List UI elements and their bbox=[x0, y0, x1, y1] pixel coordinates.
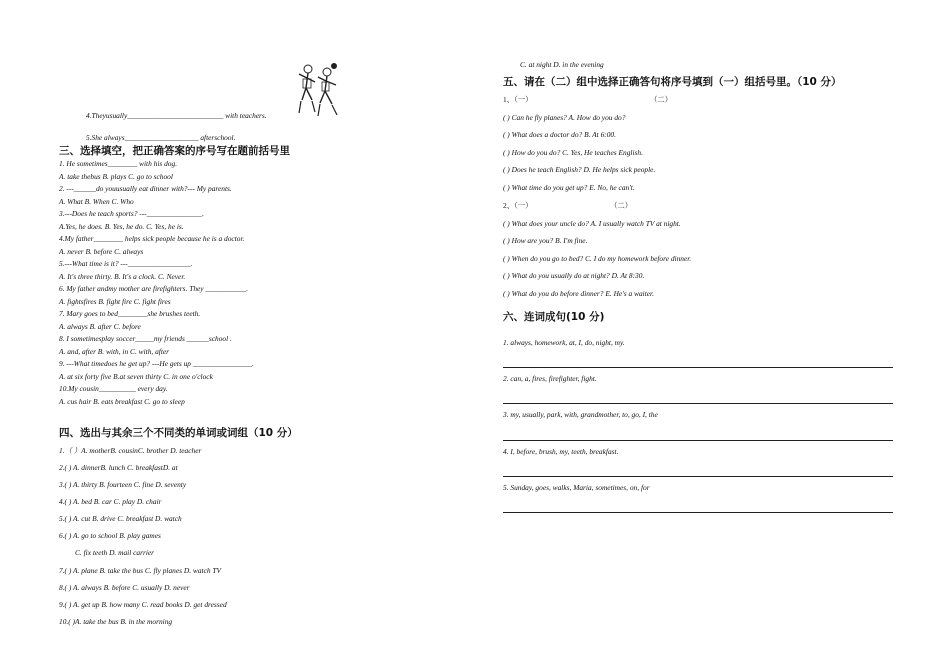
section3-line: A. It's three thirty. B. It's a clock. C. Never. bbox=[59, 271, 186, 281]
sentence-prompt: 3. my, usually, park, with, grandmother, to, go, I, the bbox=[503, 410, 658, 419]
sentence-prompt: 1. always, homework, at, I, do, night, my. bbox=[503, 338, 625, 347]
section4-line: 4.( ) A. bed B. car C. play D. chair bbox=[59, 497, 162, 506]
section3-line: A. never B. before C. always bbox=[59, 246, 144, 256]
section3-line: A. What B. When C. Who bbox=[59, 196, 134, 206]
section3-line: A. and, after B. with, in C. with, after bbox=[59, 346, 170, 356]
group1-label: 1、（一） bbox=[503, 95, 533, 104]
section3-line: 3.---Does he teach sports? ---_______________. bbox=[59, 209, 204, 218]
match-item: ( ) What does your uncle do? A. I usually watch TV at night. bbox=[503, 219, 681, 228]
section3-line: A. take thebus B. plays C. go to school bbox=[59, 171, 173, 181]
section3-line: 5.---What time is it? ---_________________. bbox=[59, 259, 193, 268]
answer-line[interactable] bbox=[503, 403, 893, 404]
answer-line[interactable] bbox=[503, 512, 893, 513]
section3-line: 7. Mary goes to bed________she brushes teeth. bbox=[59, 309, 201, 318]
football-players-clipart bbox=[296, 60, 342, 120]
section3-line: 6. My father andmy mother are firefighters. They ___________. bbox=[59, 284, 248, 293]
group2-label: 2、（一） bbox=[503, 201, 533, 210]
fill-line: 4.Theyusually__________________________ with teachers. bbox=[86, 111, 267, 120]
group2-label-right: （二） bbox=[610, 201, 633, 210]
section3-line: A.Yes, he does. B. Yes, he do. C. Yes, he is. bbox=[59, 221, 184, 231]
match-item: ( ) What does a doctor do? B. At 6:00. bbox=[503, 130, 616, 139]
section3-line: 9. ---What timedoes he get up? ---He gets up ________________. bbox=[59, 359, 254, 368]
match-item: ( ) How are you? B. I'm fine. bbox=[503, 236, 588, 245]
section4-line: 3.( ) A. thirty B. fourteen C. fine D. seventy bbox=[59, 480, 187, 489]
match-item: ( ) Does he teach English? D. He helps sick people. bbox=[503, 165, 656, 174]
section4-line: 2.( ) A. dinnerB. lunch C. breakfastD. at bbox=[59, 463, 178, 472]
section6-heading: 六、连词成句(10 分) bbox=[503, 311, 605, 323]
section4-line: 5.( ) A. cut B. drive C. breakfast D. watch bbox=[59, 514, 182, 523]
fill-line: 5.She always____________________ afterschool. bbox=[86, 133, 236, 142]
section4-line: 6.( ) A. go to school B. play games bbox=[59, 531, 161, 540]
continued-options: C. at night D. in the evening bbox=[520, 60, 604, 69]
sentence-prompt: 5. Sunday, goes, walks, Maria, sometimes, on, for bbox=[503, 483, 650, 492]
answer-line[interactable] bbox=[503, 440, 893, 441]
sentence-prompt: 2. can, a, fires, firefighter, fight. bbox=[503, 374, 597, 383]
answer-line[interactable] bbox=[503, 476, 893, 477]
match-item: ( ) What do you usually do at night? D. At 8:30. bbox=[503, 271, 645, 280]
section4-line: C. fix teeth D. mail carrier bbox=[75, 548, 155, 557]
section3-line: 10.My cousin__________ every day. bbox=[59, 384, 168, 393]
section3-line: 2. ---______do youusually eat dinner with?--- My parents. bbox=[59, 184, 232, 193]
section4-line: 9.( ) A. get up B. how many C. read books D. get dressed bbox=[59, 600, 227, 609]
section3-line: A. always B. after C. before bbox=[59, 321, 141, 331]
match-item: ( ) What do you do before dinner? E. He's a waiter. bbox=[503, 289, 654, 298]
sentence-prompt: 4. I, before, brush, my, teeth, breakfast. bbox=[503, 447, 619, 456]
section5-heading: 五、请在（二）组中选择正确答句将序号填到（一）组括号里。（10 分） bbox=[503, 76, 842, 88]
match-item: ( ) Can he fly planes? A. How do you do? bbox=[503, 113, 626, 122]
group1-label-right: （二） bbox=[650, 95, 673, 104]
match-item: ( ) How do you do? C. Yes, He teaches English. bbox=[503, 148, 643, 157]
answer-line[interactable] bbox=[503, 367, 893, 368]
section3-line: A. cus hair B. eats breakfast C. go to sleep bbox=[59, 396, 185, 406]
section4-heading: 四、选出与其余三个不同类的单词或词组（10 分） bbox=[59, 427, 298, 439]
section4-line: 7.( ) A. plane B. take the bus C. fly planes D. watch TV bbox=[59, 566, 222, 575]
section3-line: A. at six forty five B.at seven thirty C. in one o'clock bbox=[59, 371, 213, 381]
section3-heading: 三、选择填空，把正确答案的序号写在题前括号里 bbox=[59, 145, 290, 157]
section4-line: 10.( )A. take the bus B. in the morning bbox=[59, 617, 173, 626]
section4-line: 1.（ ）A. motherB. cousinC. brother D. teacher bbox=[59, 446, 202, 455]
section3-line: 8. I sometimesplay soccer_____my friends ______school . bbox=[59, 334, 232, 343]
match-item: ( ) When do you go to bed? C. I do my homework before dinner. bbox=[503, 254, 692, 263]
match-item: ( ) What time do you get up? E. No, he can't. bbox=[503, 183, 635, 192]
section3-line: A. fightsfires B. fight fire C. fight fires bbox=[59, 296, 171, 306]
section3-line: 4.My father________ helps sick people because he is a doctor. bbox=[59, 234, 245, 243]
section3-line: 1. He sometimes________ with his dog. bbox=[59, 159, 178, 168]
section4-line: 8.( ) A. always B. before C. usually D. never bbox=[59, 583, 190, 592]
